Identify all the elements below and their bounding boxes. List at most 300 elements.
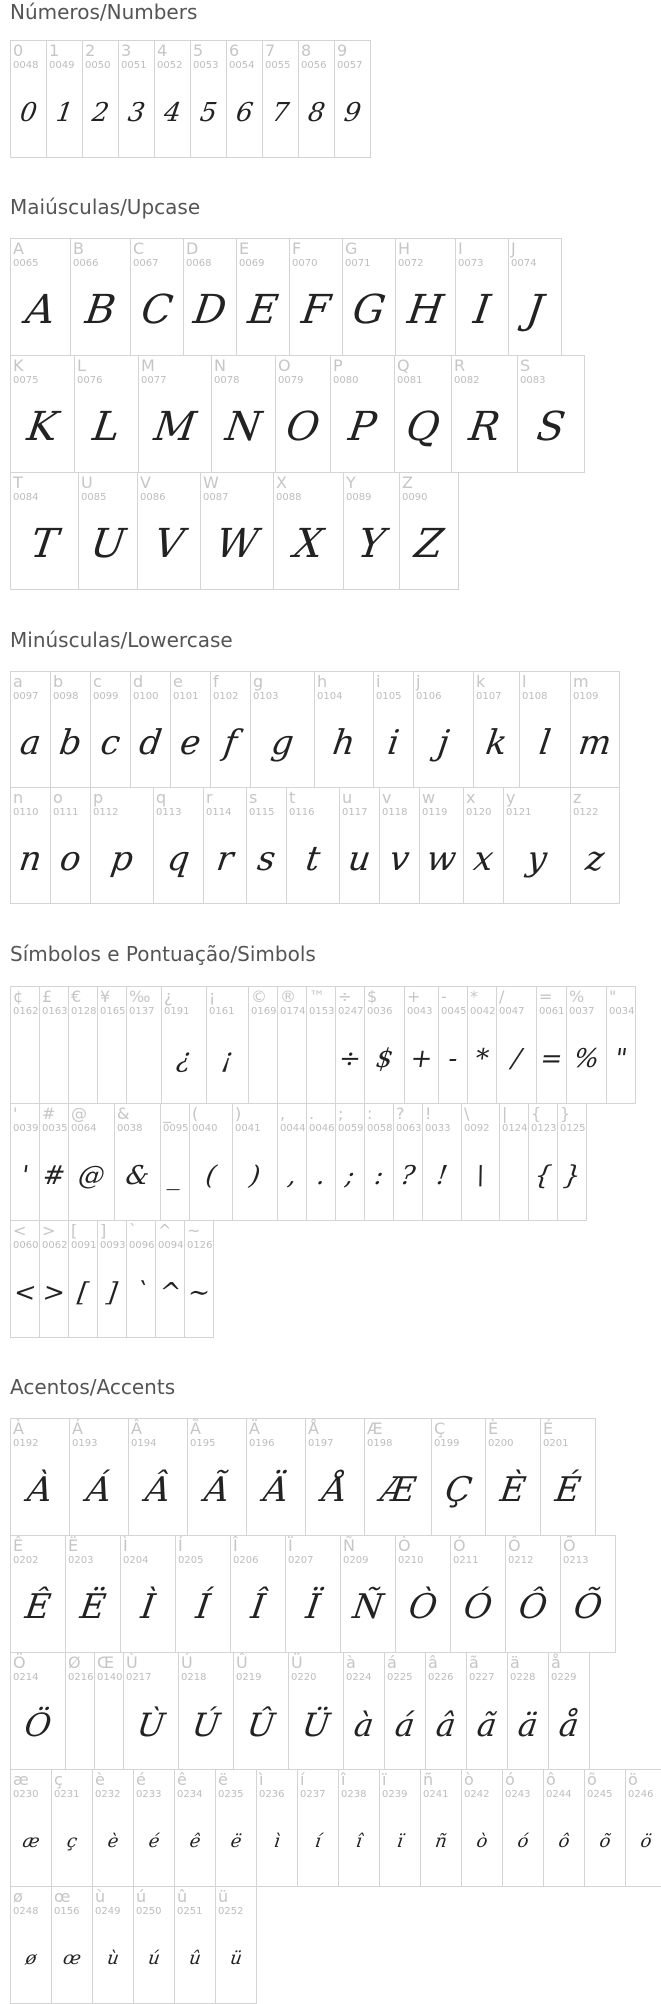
glyph-code: 0062: [42, 1240, 68, 1251]
glyph-code: 0216: [68, 1672, 94, 1683]
glyph-code: 0087: [203, 492, 229, 503]
glyph-label: Ó: [453, 1536, 466, 1555]
glyph-cell: [246, 787, 287, 904]
glyph-sample: Q: [403, 404, 443, 450]
glyph-label: y: [506, 788, 516, 807]
glyph-cell: [114, 1103, 161, 1221]
glyph-sample: Á: [83, 1470, 115, 1510]
glyph-sample: Ó: [461, 1587, 495, 1627]
glyph-label: Ø: [68, 1653, 81, 1672]
glyph-sample: $: [374, 1044, 395, 1074]
glyph-label: (: [192, 1104, 199, 1123]
glyph-code: 0214: [13, 1672, 39, 1683]
glyph-cell: [74, 355, 139, 473]
glyph-label: `: [129, 1221, 137, 1240]
glyph-label: 5: [193, 41, 204, 60]
glyph-code: 0093: [100, 1240, 126, 1251]
glyph-code: 0110: [13, 807, 39, 818]
glyph-label: î: [341, 1770, 346, 1789]
glyph-code: 0069: [239, 258, 265, 269]
glyph-grid: [10, 1418, 661, 2003]
glyph-label: .: [309, 1104, 315, 1123]
glyph-cell: [118, 40, 155, 158]
glyph-label: 7: [265, 41, 276, 60]
glyph-code: 0083: [520, 375, 546, 386]
glyph-cell: [246, 1418, 306, 1536]
glyph-cell: [138, 355, 212, 473]
glyph-code: 0068: [186, 258, 212, 269]
glyph-sample: E: [245, 287, 281, 333]
glyph-code: 0153: [309, 1006, 335, 1017]
glyph-sample: <: [11, 1278, 38, 1308]
glyph-label: +: [407, 987, 421, 1006]
glyph-sample: Ç: [442, 1470, 475, 1510]
glyph-sample: ö: [639, 1831, 653, 1852]
glyph-label: ¡: [209, 987, 216, 1006]
glyph-cell: [338, 1769, 380, 1887]
glyph-code: 0089: [346, 492, 372, 503]
glyph-cell: [543, 1769, 585, 1887]
glyph-sample: [: [75, 1278, 91, 1308]
glyph-code: 0091: [71, 1240, 97, 1251]
glyph-code: 0117: [342, 807, 368, 818]
glyph-label: F: [292, 239, 302, 258]
glyph-sample: q: [164, 839, 193, 879]
glyph-label: D: [186, 239, 199, 258]
glyph-cell: [340, 1535, 396, 1653]
glyph-code: 0061: [539, 1006, 565, 1017]
glyph-row: [10, 1220, 635, 1337]
glyph-label: è: [95, 1770, 105, 1789]
glyph-code: 0194: [131, 1438, 157, 1449]
glyph-cell: [379, 1769, 421, 1887]
glyph-sample: -: [446, 1044, 460, 1074]
glyph-cell: [420, 1769, 462, 1887]
glyph-label: H: [398, 239, 411, 258]
glyph-sample: ': [19, 1161, 31, 1191]
glyph-code: 0114: [206, 807, 232, 818]
glyph-cell: [502, 1769, 544, 1887]
glyph-cell: [334, 40, 371, 158]
glyph-sample: v: [387, 839, 412, 879]
glyph-label: ü: [218, 1887, 229, 1906]
glyph-code: 0236: [259, 1789, 285, 1800]
glyph-cell: [505, 1535, 561, 1653]
glyph-sample: õ: [598, 1831, 612, 1852]
glyph-cell: [92, 1769, 134, 1887]
glyph-label: {: [531, 1104, 542, 1123]
glyph-label: Ë: [68, 1536, 79, 1555]
glyph-code: 0078: [214, 375, 240, 386]
glyph-label: ‰: [129, 987, 151, 1006]
glyph-sample: (: [203, 1161, 219, 1191]
glyph-cell: [82, 40, 119, 158]
glyph-sample: V: [151, 521, 187, 567]
glyph-code: 0064: [71, 1123, 97, 1134]
glyph-sample: ÷: [336, 1044, 363, 1074]
glyph-cell: [342, 238, 396, 356]
glyph-sample: í: [313, 1831, 323, 1852]
glyph-label: c: [93, 672, 102, 691]
glyph-cell: [305, 1418, 365, 1536]
glyph-row: [10, 671, 619, 787]
glyph-cell: [425, 1652, 467, 1770]
glyph-code: 0249: [95, 1906, 121, 1917]
glyph-sample: Õ: [571, 1587, 605, 1627]
glyph-cell: [422, 1103, 462, 1221]
glyph-cell: [92, 1886, 134, 2004]
glyph-code: 0230: [13, 1789, 39, 1800]
glyph-sample: i: [385, 723, 402, 763]
glyph-sample: f: [221, 723, 240, 763]
glyph-sample: !: [434, 1161, 450, 1191]
glyph-label: ®: [280, 987, 296, 1006]
glyph-cell: [46, 40, 83, 158]
glyph-sample: _: [166, 1161, 184, 1191]
glyph-label: :: [367, 1104, 373, 1123]
glyph-label: ë: [218, 1770, 228, 1789]
glyph-code: 0196: [249, 1438, 275, 1449]
glyph-cell: [215, 1886, 257, 2004]
glyph-code: 0205: [178, 1555, 204, 1566]
glyph-cell: [155, 1220, 185, 1338]
glyph-label: \: [464, 1104, 470, 1123]
glyph-code: 0111: [53, 807, 79, 818]
glyph-code: 0235: [218, 1789, 244, 1800]
glyph-code: 0156: [54, 1906, 80, 1917]
glyph-cell: [189, 1103, 233, 1221]
glyph-code: 0227: [469, 1672, 495, 1683]
glyph-label: Y: [346, 473, 356, 492]
glyph-label: ú: [136, 1887, 147, 1906]
glyph-label: ù: [95, 1887, 106, 1906]
glyph-sample: Å: [319, 1470, 351, 1510]
glyph-cell: [335, 986, 365, 1104]
glyph-sample: .: [314, 1161, 328, 1191]
glyph-cell: [496, 986, 537, 1104]
glyph-label: Ú: [181, 1653, 193, 1672]
glyph-code: 0039: [13, 1123, 39, 1134]
glyph-code: 0118: [382, 807, 408, 818]
glyph-label: ¢: [13, 987, 24, 1006]
glyph-cell: [51, 1769, 93, 1887]
glyph-sample: Í: [193, 1587, 213, 1627]
glyph-cell: [154, 40, 191, 158]
glyph-sample: s: [254, 839, 279, 879]
glyph-cell: [97, 986, 127, 1104]
glyph-code: 0065: [13, 258, 39, 269]
glyph-code: 0241: [423, 1789, 449, 1800]
glyph-sample: À: [24, 1470, 56, 1510]
glyph-code: 0113: [156, 807, 182, 818]
glyph-label: É: [543, 1419, 554, 1438]
glyph-sample: P: [345, 404, 380, 450]
glyph-sample: B: [82, 287, 119, 333]
glyph-label: À: [13, 1419, 24, 1438]
glyph-sample: 2: [90, 98, 111, 128]
glyph-sample: 6: [234, 98, 255, 128]
glyph-label: t: [289, 788, 296, 807]
glyph-sample: R: [466, 404, 503, 450]
glyph-code: 0084: [13, 492, 39, 503]
glyph-sample: H: [404, 287, 447, 333]
glyph-row: [10, 787, 619, 903]
glyph-code: 0195: [190, 1438, 216, 1449]
glyph-label: ò: [464, 1770, 474, 1789]
glyph-grid: [10, 238, 584, 589]
glyph-code: 0096: [129, 1240, 155, 1251]
glyph-label: s: [249, 788, 258, 807]
glyph-label: m: [573, 672, 589, 691]
glyph-label: á: [387, 1653, 397, 1672]
glyph-sample: 1: [54, 98, 75, 128]
glyph-label: Ñ: [343, 1536, 355, 1555]
glyph-code: 0243: [505, 1789, 531, 1800]
glyph-sample: :: [372, 1161, 386, 1191]
glyph-cell: [335, 1103, 365, 1221]
glyph-code: 0248: [13, 1906, 39, 1917]
glyph-cell: [128, 1418, 188, 1536]
glyph-label: â: [428, 1653, 438, 1672]
glyph-sample: î: [354, 1831, 364, 1852]
glyph-code: 0250: [136, 1906, 162, 1917]
glyph-code: 0054: [229, 60, 255, 71]
glyph-code: 0217: [126, 1672, 152, 1683]
glyph-sample: ¿: [174, 1044, 194, 1074]
glyph-cell: [10, 1535, 66, 1653]
glyph-label: =: [539, 987, 553, 1006]
glyph-row: [10, 1652, 661, 1769]
glyph-cell: [10, 472, 79, 590]
glyph-cell: [379, 787, 420, 904]
glyph-label: £: [42, 987, 53, 1006]
glyph-cell: [10, 238, 71, 356]
glyph-code: 0040: [192, 1123, 218, 1134]
glyph-sample: â: [433, 1706, 459, 1744]
glyph-cell: [174, 1886, 216, 2004]
glyph-sample: ä: [515, 1706, 541, 1744]
glyph-cell: [566, 986, 607, 1104]
glyph-sample: p: [108, 839, 136, 879]
glyph-code: 0211: [453, 1555, 479, 1566]
glyph-label: W: [203, 473, 219, 492]
glyph-code: 0165: [100, 1006, 126, 1017]
glyph-cell: [51, 1886, 93, 2004]
glyph-cell: [298, 40, 335, 158]
glyph-cell: [285, 1535, 341, 1653]
glyph-cell: [393, 1103, 423, 1221]
glyph-label: 2: [85, 41, 96, 60]
glyph-sample: +: [408, 1044, 435, 1074]
glyph-label: Ì: [123, 1536, 128, 1555]
glyph-cell: [178, 1652, 234, 1770]
glyph-code: 0104: [317, 691, 343, 702]
glyph-code: 0085: [81, 492, 107, 503]
glyph-code: 0122: [573, 807, 599, 818]
glyph-label: h: [317, 672, 328, 691]
glyph-sample: W: [213, 521, 261, 567]
glyph-code: 0074: [511, 258, 537, 269]
glyph-label: ©: [251, 987, 267, 1006]
glyph-label: #: [42, 1104, 56, 1123]
glyph-label: Î: [233, 1536, 238, 1555]
glyph-code: 0048: [13, 60, 39, 71]
glyph-cell: [570, 787, 620, 904]
glyph-code: 0050: [85, 60, 111, 71]
glyph-code: 0098: [53, 691, 79, 702]
glyph-sample: Ë: [77, 1587, 109, 1627]
glyph-sample: á: [392, 1706, 418, 1744]
glyph-cell: [517, 355, 585, 473]
glyph-code: 0123: [531, 1123, 557, 1134]
glyph-code: 0198: [367, 1438, 393, 1449]
glyph-code: 0067: [133, 258, 159, 269]
glyph-cell: [226, 40, 263, 158]
glyph-label: r: [206, 788, 213, 807]
glyph-label: d: [133, 672, 144, 691]
glyph-label: S: [520, 356, 531, 375]
glyph-cell: [211, 355, 276, 473]
glyph-sample: Û: [244, 1706, 278, 1744]
glyph-code: 0220: [291, 1672, 317, 1683]
glyph-sample: Â: [142, 1470, 174, 1510]
glyph-label: 0: [13, 41, 24, 60]
glyph-sample: Ì: [138, 1587, 158, 1627]
glyph-sample: ë: [229, 1831, 243, 1852]
glyph-cell: [438, 986, 468, 1104]
glyph-sample: 4: [162, 98, 183, 128]
glyph-sample: >: [40, 1278, 67, 1308]
glyph-code: 0193: [72, 1438, 98, 1449]
glyph-code: 0125: [560, 1123, 586, 1134]
glyph-label: _: [163, 1104, 171, 1123]
glyph-row: [10, 1769, 661, 1886]
glyph-cell: [461, 1769, 503, 1887]
glyph-label: <: [13, 1221, 27, 1240]
glyph-label: Ï: [288, 1536, 293, 1555]
glyph-code: 0036: [367, 1006, 393, 1017]
glyph-label: e: [173, 672, 183, 691]
glyph-cell: [65, 1652, 95, 1770]
glyph-sample: 5: [198, 98, 219, 128]
glyph-sample: j: [435, 723, 452, 763]
glyph-label: Á: [72, 1419, 83, 1438]
glyph-row: [10, 1886, 661, 2003]
glyph-code: 0192: [13, 1438, 39, 1449]
glyph-label: ö: [628, 1770, 638, 1789]
glyph-cell: [451, 355, 518, 473]
glyph-sample: 9: [342, 98, 363, 128]
glyph-label: V: [140, 473, 151, 492]
glyph-label: œ: [54, 1887, 71, 1906]
glyph-sample: ø: [24, 1948, 38, 1969]
glyph-code: 0038: [117, 1123, 143, 1134]
glyph-code: 0203: [68, 1555, 94, 1566]
glyph-label: a: [13, 672, 23, 691]
glyph-cell: [450, 1535, 506, 1653]
glyph-code: 0200: [488, 1438, 514, 1449]
glyph-label: Ç: [434, 1419, 446, 1438]
glyph-label: ": [609, 987, 617, 1006]
glyph-label: Ö: [13, 1653, 26, 1672]
section-title-minusculas-lowercase: Minúsculas/Lowercase: [10, 628, 233, 652]
glyph-code: 0212: [508, 1555, 534, 1566]
glyph-row: [10, 1103, 635, 1220]
glyph-label: >: [42, 1221, 56, 1240]
glyph-cell: [10, 355, 75, 473]
glyph-sample: L: [89, 404, 124, 450]
glyph-grid: [10, 40, 370, 157]
glyph-code: 0121: [506, 807, 532, 818]
glyph-cell: [404, 986, 439, 1104]
glyph-cell: [314, 671, 374, 788]
glyph-sample: ï: [395, 1831, 405, 1852]
glyph-sample: x: [471, 839, 496, 879]
glyph-code: 0103: [253, 691, 279, 702]
glyph-label: [: [71, 1221, 78, 1240]
glyph-cell: [277, 1103, 307, 1221]
glyph-label: ó: [505, 1770, 515, 1789]
glyph-code: 0075: [13, 375, 39, 386]
glyph-label: X: [276, 473, 287, 492]
glyph-cell: [133, 1769, 175, 1887]
glyph-label: w: [422, 788, 436, 807]
glyph-cell: [364, 1103, 394, 1221]
glyph-cell: [68, 1103, 115, 1221]
glyph-cell: [485, 1418, 541, 1536]
glyph-cell: [508, 238, 562, 356]
glyph-sample: ò: [475, 1831, 489, 1852]
glyph-sample: /: [510, 1044, 523, 1074]
glyph-sample: æ: [21, 1831, 41, 1852]
glyph-sample: È: [497, 1470, 529, 1510]
glyph-label: ;: [338, 1104, 344, 1123]
glyph-code: 0219: [236, 1672, 262, 1683]
glyph-sample: t: [303, 839, 323, 879]
glyph-code: 0056: [301, 60, 327, 71]
glyph-cell: [540, 1418, 596, 1536]
glyph-sample: ": [612, 1044, 630, 1074]
glyph-sample: U: [87, 521, 129, 567]
glyph-label: f: [213, 672, 219, 691]
glyph-label: Ê: [13, 1536, 24, 1555]
glyph-label: n: [13, 788, 24, 807]
glyph-code: 0229: [551, 1672, 577, 1683]
glyph-cell: [289, 238, 343, 356]
glyph-code: 0057: [337, 60, 363, 71]
glyph-code: 0233: [136, 1789, 162, 1800]
glyph-label: g: [253, 672, 264, 691]
glyph-code: 0081: [397, 375, 423, 386]
glyph-cell: [174, 1769, 216, 1887]
glyph-label: ñ: [423, 1770, 434, 1789]
glyph-code: 0224: [346, 1672, 372, 1683]
glyph-label: ô: [546, 1770, 556, 1789]
glyph-cell: [10, 1886, 52, 2004]
glyph-code: 0073: [458, 258, 484, 269]
glyph-label: Û: [236, 1653, 248, 1672]
glyph-label: ]: [100, 1221, 107, 1240]
glyph-code: 0105: [376, 691, 402, 702]
glyph-code: 0237: [300, 1789, 326, 1800]
glyph-cell: [503, 787, 571, 904]
glyph-cell: [10, 986, 40, 1104]
glyph-cell: [65, 1535, 121, 1653]
glyph-sample: Î: [248, 1587, 268, 1627]
glyph-code: 0097: [13, 691, 39, 702]
glyph-sample: b: [56, 723, 85, 763]
glyph-cell: [250, 671, 315, 788]
